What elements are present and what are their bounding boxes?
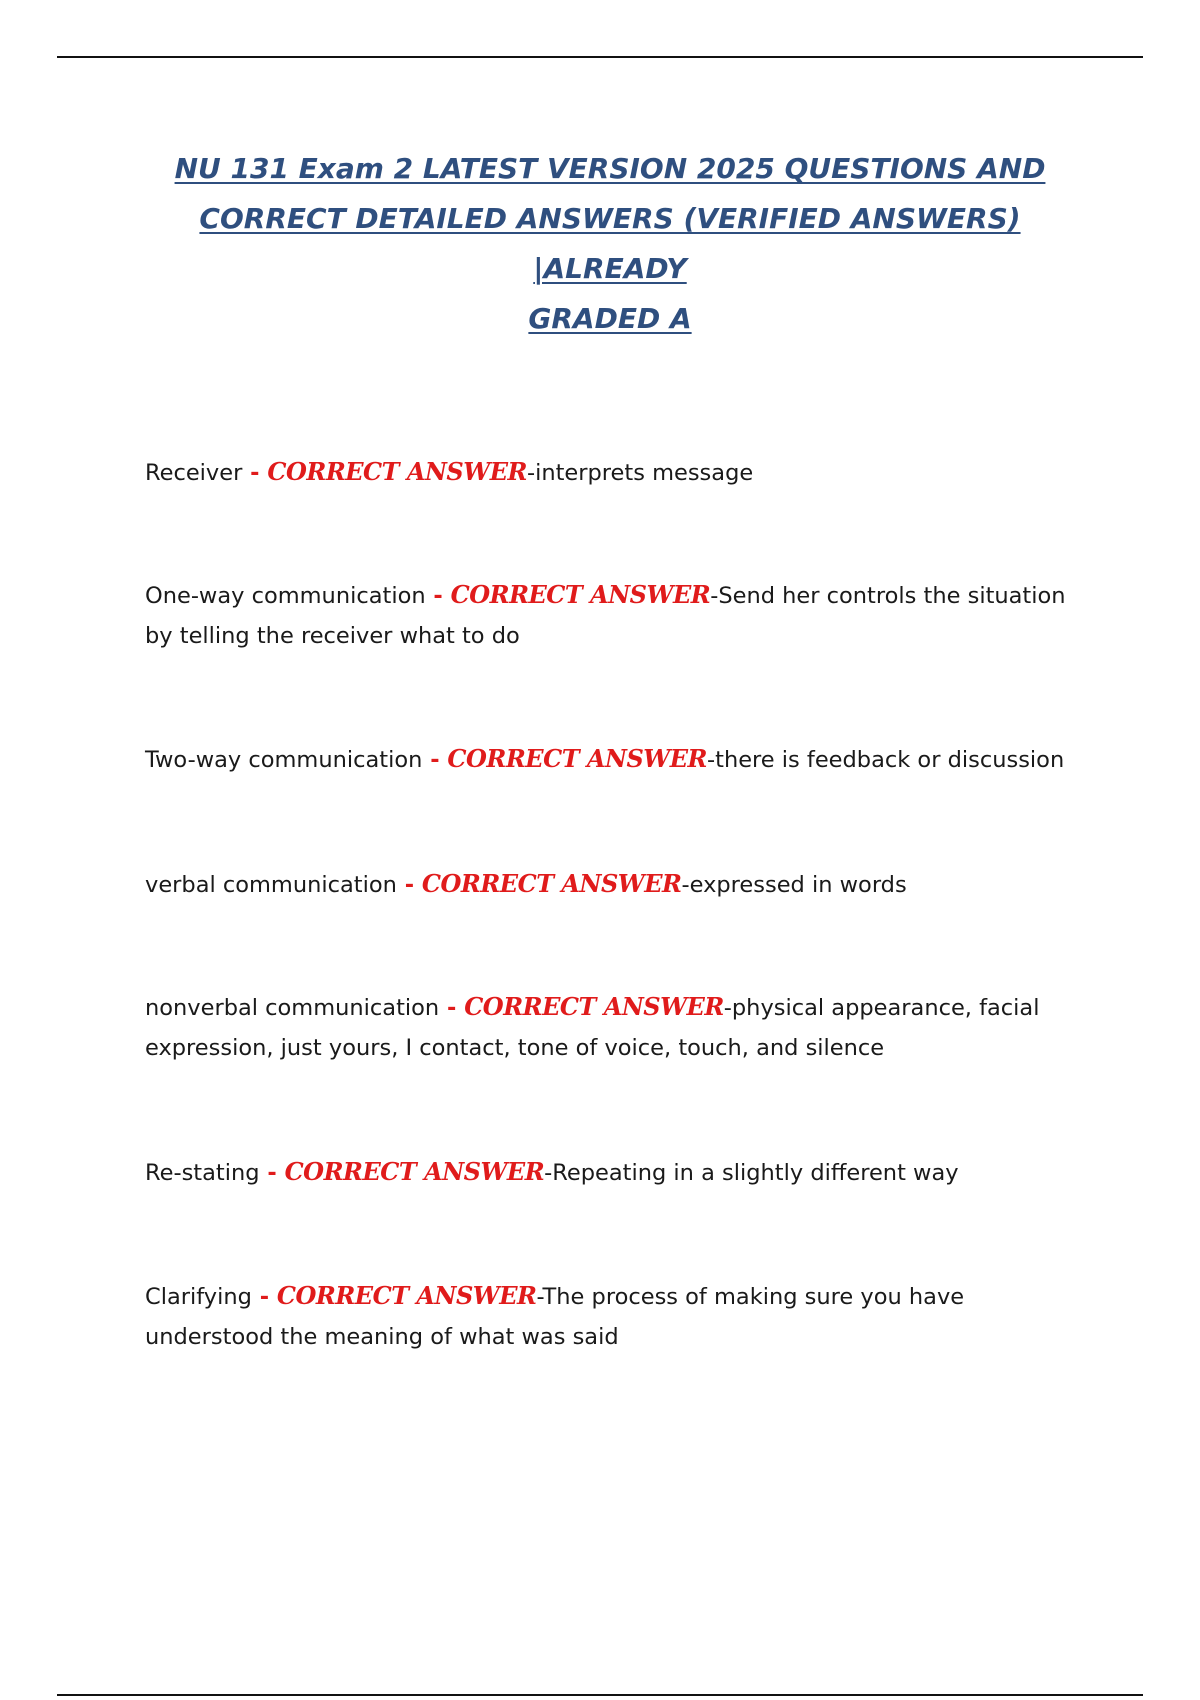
term: Receiver	[145, 460, 243, 486]
term: verbal communication	[145, 872, 397, 898]
separator: -	[396, 872, 422, 898]
correct-answer-marker: CORRECT ANSWER	[447, 744, 707, 773]
separator: -	[251, 1284, 277, 1310]
correct-answer-marker: CORRECT ANSWER	[267, 457, 527, 486]
qa-item-re-stating	[145, 1152, 1090, 1193]
correct-answer-marker: CORRECT ANSWER	[276, 1281, 537, 1310]
qa-item-nonverbal-communication	[145, 987, 1090, 1068]
separator: -	[242, 460, 268, 486]
qa-item-two-way-communication	[145, 739, 1090, 780]
correct-answer-marker: CORRECT ANSWER	[284, 1157, 545, 1186]
term: Two-way communication	[145, 747, 423, 773]
separator: -	[439, 995, 465, 1021]
answer: -physical appearance, facial expression, just yours, I contact, tone of voice, touch, and silence	[145, 995, 1040, 1061]
top-rule	[57, 56, 1143, 58]
answer: -Send her controls the situation by telling the receiver what to do	[145, 583, 1066, 649]
separator: -	[259, 1160, 285, 1186]
separator: -	[422, 747, 448, 773]
term: Clarifying	[145, 1284, 252, 1310]
qa-item-receiver	[145, 452, 1090, 493]
answer: -expressed in words	[681, 872, 907, 898]
qa-item-clarifying	[145, 1276, 1090, 1357]
correct-answer-marker: CORRECT ANSWER	[464, 992, 724, 1021]
correct-answer-marker: CORRECT ANSWER	[421, 869, 682, 898]
title-line-1: NU 131 Exam 2 LATEST VERSION 2025 QUESTIONS AND	[174, 152, 1046, 185]
answer: -there is feedback or discussion	[707, 747, 1065, 773]
bottom-rule	[57, 1694, 1143, 1696]
qa-item-one-way-communication	[145, 575, 1090, 656]
correct-answer-marker: CORRECT ANSWER	[450, 580, 711, 609]
title-line-2: CORRECT DETAILED ANSWERS (VERIFIED ANSWERS) |ALREADY	[199, 202, 1021, 285]
answer: -interprets message	[526, 460, 754, 486]
separator: -	[425, 583, 451, 609]
answer: -Repeating in a slightly different way	[544, 1160, 959, 1186]
term: Re-stating	[145, 1160, 260, 1186]
title-line-3: GRADED A	[528, 302, 692, 335]
qa-item-verbal-communication	[145, 864, 1090, 905]
document-title	[130, 144, 1090, 344]
term: One-way communication	[145, 583, 426, 609]
answer: -The process of making sure you have understood the meaning of what was said	[145, 1284, 965, 1350]
term: nonverbal communication	[145, 995, 440, 1021]
